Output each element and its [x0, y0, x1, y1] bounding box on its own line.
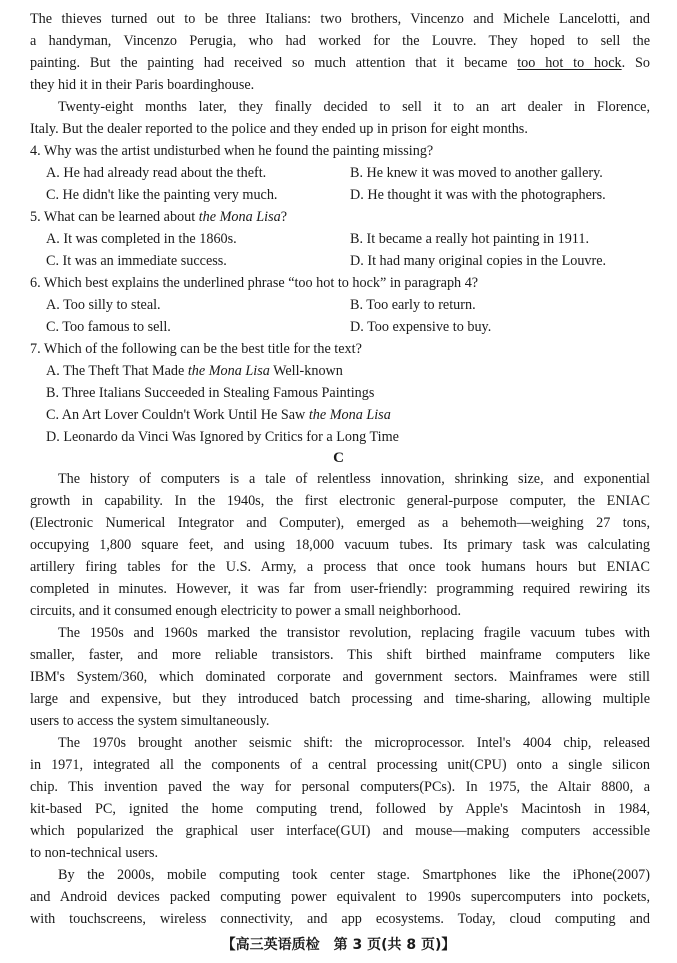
option-a: A. He had already read about the theft. [46, 165, 267, 181]
passage-c-p1-line: completed in minutes. However, it was far from user-friendly: programming required rewiring its [30, 581, 650, 597]
passage-c-p1-line: occupying 1,800 square feet, and using 18,000 vacuum tubes. Its primary task was calculating [30, 537, 650, 553]
option-b: B. It became a really hot painting in 1911. [350, 231, 590, 247]
passage-b-p4-line: Twenty-eight months later, they finally decided to sell it to an art dealer in Florence, [58, 99, 650, 115]
option-a: A. Too silly to steal. [46, 297, 161, 313]
option-d: D. He thought it was with the photographers. [350, 187, 606, 203]
passage-c-p1-line: artillery firing tables for the U.S. Army, a process that once took humans hours but ENIAC [30, 559, 650, 575]
passage-c-p3-line: chip. This invention paved the way for personal computers(PCs). In 1975, the Altair 8800, a [30, 779, 650, 795]
passage-c-p3-line: The 1970s brought another seismic shift: the microprocessor. Intel's 4004 chip, released [58, 735, 650, 751]
passage-c-p1-line: The history of computers is a tale of relentless innovation, shrinking size, and exponential [58, 471, 650, 487]
option-d: D. Leonardo da Vinci Was Ignored by Critics for a Long Time [46, 429, 399, 445]
underlined-phrase: too hot to hock [517, 55, 622, 71]
option-c: C. It was an immediate success. [46, 253, 227, 269]
passage-c-p2-line: users to access the system simultaneously. [30, 713, 270, 729]
option-b: B. He knew it was moved to another gallery. [350, 165, 603, 181]
passage-c-p2-line: The 1950s and 1960s marked the transistor revolution, replacing fragile vacuum tubes with [58, 625, 650, 641]
question-stem: 6. Which best explains the underlined phrase “too hot to hock” in paragraph 4? [30, 275, 479, 291]
option-c: C. Too famous to sell. [46, 319, 171, 335]
passage-c-p3-line: to non-technical users. [30, 845, 159, 861]
option-c: C. An Art Lover Couldn't Work Until He Saw the Mona Lisa [46, 407, 391, 423]
question-stem: 7. Which of the following can be the best title for the text? [30, 341, 362, 357]
passage-b-p3-line: painting. But the painting had received so much attention that it became too hot to hock. So [30, 55, 651, 71]
question-stem: 5. What can be learned about the Mona Lisa? [30, 209, 288, 225]
passage-c-p1-line: (Electronic Numerical Integrator and Computer), emerged as a behemoth—weighing 27 tons, [30, 515, 650, 531]
passage-b-p3-line: they hid it in their Paris boardinghouse. [30, 77, 255, 93]
option-b: B. Too early to return. [350, 297, 476, 313]
passage-c-p1-line: circuits, and it consumed enough electricity to power a small neighborhood. [30, 603, 462, 619]
passage-b-p3-line: a handyman, Vincenzo Perugia, who had worked for the Louvre. They hoped to sell the [30, 33, 650, 49]
passage-b-p4-line: Italy. But the dealer reported to the police and they ended up in prison for eight months. [30, 121, 528, 137]
option-d: D. Too expensive to buy. [350, 319, 492, 335]
option-b: B. Three Italians Succeeded in Stealing Famous Paintings [46, 385, 375, 401]
passage-c-p4-line: By the 2000s, mobile computing took center stage. Smartphones like the iPhone(2007) [58, 867, 650, 883]
option-c: C. He didn't like the painting very much. [46, 187, 278, 203]
passage-c-p3-line: which popularized the graphical user interface(GUI) and mouse—making computers accessible [30, 823, 650, 839]
option-a: A. The Theft That Made the Mona Lisa Well-known [46, 363, 343, 379]
section-heading: C [333, 450, 344, 466]
question-stem: 4. Why was the artist undisturbed when he found the painting missing? [30, 143, 434, 159]
passage-c-p2-line: smaller, faster, and more reliable transistors. This shift birthed mainframe computers like [30, 647, 650, 663]
passage-c-p2-line: IBM's System/360, which dominated corporate and government sectors. Mainframes were still [30, 669, 650, 685]
option-d: D. It had many original copies in the Louvre. [350, 253, 607, 269]
option-a: A. It was completed in the 1860s. [46, 231, 237, 247]
passage-c-p4-line: with touchscreens, wireless connectivity, and app ecosystems. Today, cloud computing and [30, 911, 650, 927]
passage-c-p3-line: kit-based PC, ignited the home computing trend, followed by Apple's Macintosh in 1984, [30, 801, 650, 817]
passage-c-p1-line: growth in capability. In the 1940s, the first electronic general-purpose computer, the ENIAC [30, 493, 650, 509]
passage-c-p3-line: in 1971, integrated all the components of a central processing unit(CPU) onto a single silicon [30, 757, 650, 773]
passage-c-p4-line: and Android devices packed computing power equivalent to 1990s supercomputers into pockets, [30, 889, 650, 905]
page-footer: 【高三英语质检 第 3 页(共 8 页)】 [221, 937, 456, 953]
passage-b-p3-line: The thieves turned out to be three Italians: two brothers, Vincenzo and Michele Lancelotti, and [30, 11, 650, 27]
passage-c-p2-line: large and expensive, but they introduced batch processing and time-sharing, allowing multiple [30, 691, 650, 707]
